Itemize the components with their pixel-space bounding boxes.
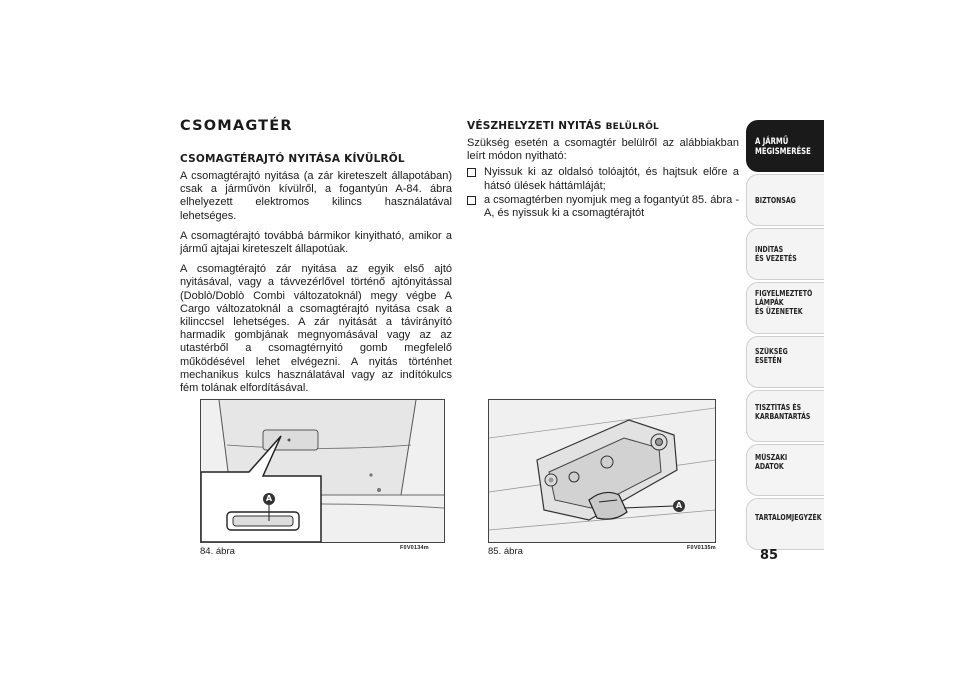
list-item xyxy=(467,166,739,192)
tab-vehicle-overview[interactable] xyxy=(746,120,824,172)
tab-contents[interactable] xyxy=(746,498,824,550)
figure-85-caption: 85. ábra xyxy=(488,546,523,557)
callout-a-badge: A xyxy=(673,500,685,512)
list-item-text: Nyissuk ki az oldalsó tolóajtót, és hajtsuk előre a hátsó ülések háttámláját; xyxy=(484,166,739,192)
emergency-heading-main: VÉSZHELYZETI NYITÁS xyxy=(467,120,602,132)
tab-maintenance[interactable] xyxy=(746,390,824,442)
section-title: CSOMAGTÉR xyxy=(180,118,293,134)
tab-warning-lights[interactable] xyxy=(746,282,824,334)
tab-starting-driving[interactable] xyxy=(746,228,824,280)
checkbox-bullet-icon xyxy=(467,196,476,205)
intro-text: Szükség esetén a csomagtér belülről az alábbiakban leírt módon nyitható: xyxy=(467,137,739,163)
page-number: 85 xyxy=(760,548,779,563)
bullet-list xyxy=(467,166,739,220)
section-subtitle: CSOMAGTÉRAJTÓ NYITÁSA KÍVÜLRŐL xyxy=(180,153,405,165)
list-item xyxy=(467,194,739,220)
figure-85-illustration xyxy=(488,399,716,543)
emergency-heading xyxy=(467,120,659,132)
figure-84-illustration xyxy=(200,399,445,543)
tab-label: MŰSZAKI ADATOK xyxy=(755,453,788,471)
checkbox-bullet-icon xyxy=(467,168,476,177)
tab-safety[interactable] xyxy=(746,174,824,226)
tab-label: BIZTONSÁG xyxy=(755,196,796,205)
paragraph: A csomagtérajtó nyitása (a zár kireteszelt állapotában) csak a járművön kívülről, a fogantyún A-84. ábra elhelyezett elektromos kilincs használatával lehetséges. xyxy=(180,170,452,222)
figure-84-caption: 84. ábra xyxy=(200,546,235,557)
right-body xyxy=(467,137,739,221)
emergency-heading-small: BELÜLRŐL xyxy=(605,122,659,132)
inner-latch-drawing xyxy=(489,400,715,542)
figure-84-code: F0V0134m xyxy=(400,545,429,551)
paragraph: A csomagtérajtó zár nyitása az egyik első ajtó nyitásával, vagy a távvezérlővel történő ajtónyitással (Doblò/Doblò Combi változatoknál) megy végbe A Cargo változatoknál a csomagtérajtó nyitása csak a kilinccsel lehetséges. A zár nyitását a távirányító harmadik gombjának megnyomásával vagy az az utastérből a csomagtérnyitó gomb megfelelő működésével lehet elvégezni. A nyitás történhet mechanikus kulcs használatával vagy az indítókulcs fém tolának elfordításával. xyxy=(180,263,452,395)
list-item-text: a csomagtérben nyomjuk meg a fogantyút 85. ábra - A, és nyissuk ki a csomagtérajtót xyxy=(484,193,739,220)
tab-emergency[interactable] xyxy=(746,336,824,388)
tab-label: TARTALOMJEGYZÉK xyxy=(755,513,822,522)
left-body xyxy=(180,170,452,402)
tab-label: FIGYELMEZTETŐ LÁMPÁK ÉS ÜZENETEK xyxy=(755,289,813,316)
figure-85-code: F0V0135m xyxy=(687,545,716,551)
tab-label: INDÍTÁS ÉS VEZETÉS xyxy=(755,245,797,263)
tab-label: SZÜKSÉG ESETÉN xyxy=(755,347,788,365)
tab-label: A JÁRMŰ MEGISMERÉSE xyxy=(755,136,811,156)
rear-door-handle-drawing xyxy=(201,400,444,542)
callout-a-badge: A xyxy=(263,493,275,505)
tab-label: TISZTÍTÁS ÉS KARBANTARTÁS xyxy=(755,403,811,421)
tab-technical-data[interactable] xyxy=(746,444,824,496)
paragraph: A csomagtérajtó továbbá bármikor kinyitható, amikor a jármű ajtajai kireteszelt állapotúak. xyxy=(180,229,452,256)
